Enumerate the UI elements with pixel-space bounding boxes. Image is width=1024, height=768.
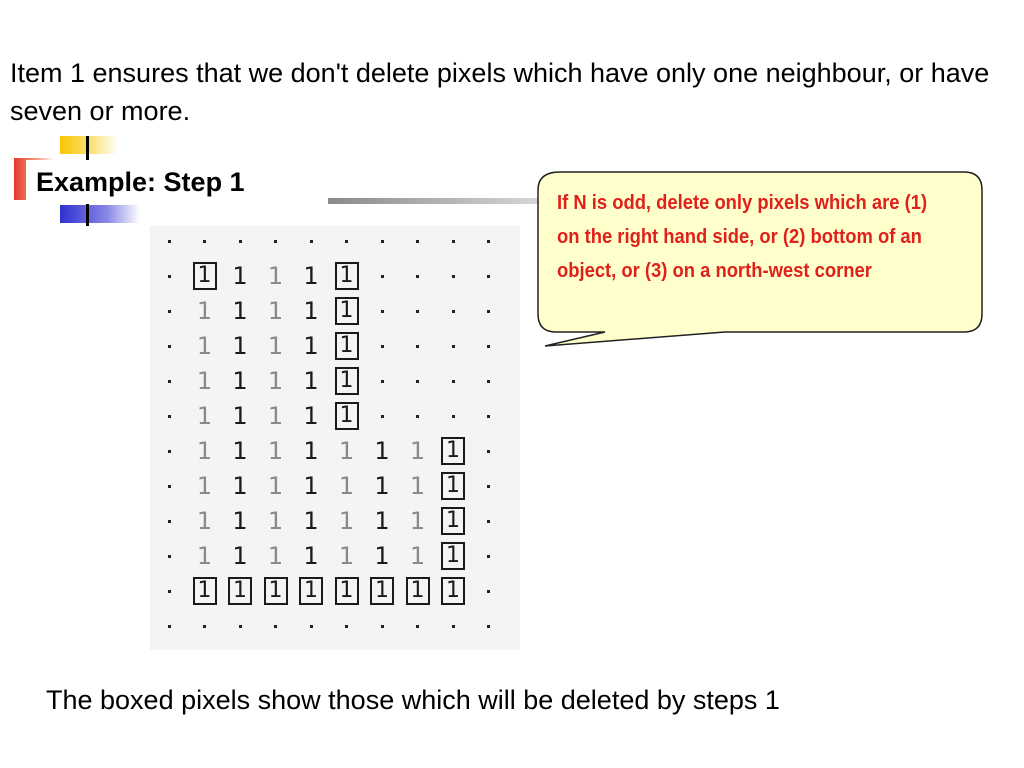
pixel-value: 1	[232, 437, 248, 465]
boxed-pixel: 1	[330, 294, 364, 328]
pixel-value: 1	[267, 507, 284, 535]
boxed-pixel: 1	[223, 574, 257, 608]
boxed-pixel: 1	[401, 574, 435, 608]
caption: The boxed pixels show those which will be deleted by steps 1	[46, 685, 780, 715]
pixel-value: 1	[409, 542, 426, 570]
pixel-value: 1	[267, 472, 284, 500]
boxed-pixel: 1	[330, 574, 364, 608]
intro-paragraph: Item 1 ensures that we don't delete pixels which have only one neighbour, or have seven or more.	[10, 58, 990, 126]
pixel-value: 1	[303, 262, 319, 290]
pixel-value: 1	[232, 297, 248, 325]
pixel-value: 1	[338, 437, 355, 465]
pixel-value: 1	[232, 332, 248, 360]
pixel-value: 1	[267, 542, 284, 570]
boxed-pixel: 1	[436, 574, 470, 608]
pixel-value: 1	[303, 437, 319, 465]
pixel-value: 1	[196, 402, 213, 430]
pixel-value: 1	[338, 507, 355, 535]
pixel-value: 1	[267, 402, 284, 430]
boxed-pixel: 1	[436, 539, 470, 573]
pixel-value: 1	[303, 402, 319, 430]
pixel-value: 1	[303, 367, 319, 395]
pixel-value: 1	[374, 542, 390, 570]
pixel-value: 1	[196, 472, 213, 500]
pixel-value: 1	[409, 437, 426, 465]
pixel-value: 1	[303, 472, 319, 500]
pixel-value: 1	[267, 367, 284, 395]
pixel-value: 1	[267, 332, 284, 360]
pixel-value: 1	[409, 507, 426, 535]
pixel-value: 1	[232, 402, 248, 430]
pixel-value: 1	[196, 367, 213, 395]
pixel-value: 1	[267, 297, 284, 325]
boxed-pixel: 1	[436, 469, 470, 503]
pixel-value: 1	[374, 472, 390, 500]
pixel-value: 1	[196, 507, 213, 535]
pixel-value: 1	[267, 262, 284, 290]
pixel-value: 1	[409, 472, 426, 500]
boxed-pixel: 1	[436, 504, 470, 538]
pixel-value: 1	[303, 332, 319, 360]
boxed-pixel: 1	[330, 329, 364, 363]
pixel-value: 1	[196, 297, 213, 325]
callout-text: If N is odd, delete only pixels which are (1) on the right hand side, or (2) bottom of an object, or (3) on a north-west corner	[557, 192, 928, 282]
section-title: Example: Step 1	[36, 166, 245, 197]
pixel-value: 1	[232, 367, 248, 395]
pixel-value: 1	[374, 507, 390, 535]
pixel-value: 1	[267, 437, 284, 465]
pixel-value: 1	[196, 542, 213, 570]
pixel-value: 1	[196, 437, 213, 465]
pixel-value: 1	[338, 542, 355, 570]
pixel-value: 1	[232, 542, 248, 570]
pixel-value: 1	[232, 507, 248, 535]
boxed-pixel: 1	[365, 574, 399, 608]
pixel-value: 1	[232, 472, 248, 500]
boxed-pixel: 1	[188, 574, 222, 608]
boxed-pixel: 1	[330, 399, 364, 433]
boxed-pixel: 1	[188, 259, 222, 293]
pixel-value: 1	[303, 507, 319, 535]
boxed-pixel: 1	[330, 259, 364, 293]
boxed-pixel: 1	[259, 574, 293, 608]
pixel-value: 1	[338, 472, 355, 500]
pixel-value: 1	[374, 437, 390, 465]
pixel-value: 1	[232, 262, 248, 290]
pixel-value: 1	[303, 297, 319, 325]
pixel-value: 1	[303, 542, 319, 570]
boxed-pixel: 1	[294, 574, 328, 608]
boxed-pixel: 1	[436, 434, 470, 468]
boxed-pixel: 1	[330, 364, 364, 398]
pixel-value: 1	[196, 332, 213, 360]
